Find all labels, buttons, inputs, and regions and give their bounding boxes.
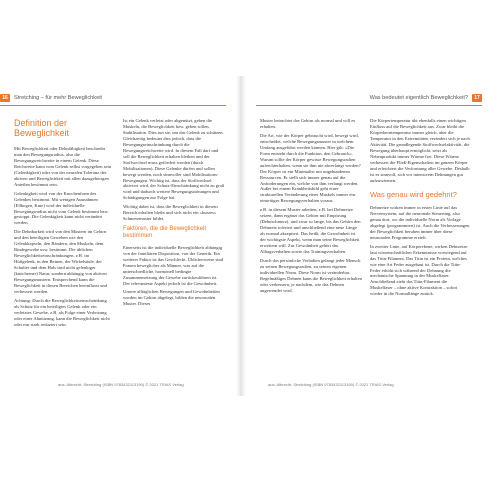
right-page (246, 76, 482, 396)
subsection-heading: Faktoren, die die Beweglichkeit bestimmen (123, 226, 207, 239)
page-number: 16 (0, 94, 10, 102)
page-footer: aus: Albrecht, Stretching (ISBN 9783432113190) © 2021 TRIAS Verlag (268, 382, 394, 387)
running-head: Stretching – für mehr Beweglichkeit (14, 95, 102, 101)
header-rule (0, 105, 226, 106)
right-column-2 (370, 118, 470, 300)
paragraph: Durch das persönliche Verhalten gelangt jeder Mensch zu seinen Bewegungsradien, zu seinen eigenen individuellen Norm. Diese Norm ist veränderbar. Regelmäßiges Dehnen kann die Beweglichkeit erhalten oder verbessern, je nachdem, wie das Dehnen angewendet wird. (260, 257, 362, 293)
page-number: 17 (472, 94, 482, 102)
paragraph: Achtung: Durch die Beweglichkeitseinschränkung als Schutz für ein beteiligtes Gelenk oder ein verletztes Gewebe, z.B. als Folge einer Verletzung oder einer Abnützung, kann die Beweglichkeit nicht oder nur stark reduziert sein. (14, 297, 110, 327)
paragraph: Ist ein Gelenk verletzt oder abgenützt, geben die Muskeln, die Beweglichkeit bzw. geben sollen, Stabilisation. Dies tun sie, um das Gelenk zu schützen. Gleichzeitig bedeutet dies jedoch, dass die Bewegungseinschränkung durch die Bewegungsreichweite wird. In diesem Fall darf und soll die Beweglichkeit erhalten bleiben und der Stoffwechsel muss gefördert werden (durch Mobilisationen). Diese Gelenke dürfen und sollen bewegt werden, noch sinnvoller sind Mobilisations-Bewegungen. Wichtig ist, dass der Stoffwechsel aktiviert wird, der Schutz-Einschränkung nicht zu groß wird und dadurch weitere Bewegungsstörungen und Schädigungen zur Folge hat. (123, 118, 225, 201)
paragraph: Wichtig dabei ist, dass die Beweglichkeit in diesem Bereich erhalten bleibt und sich nicht ein »kurzes« Schmerzmuster bildet. (123, 204, 218, 222)
paragraph: Die Körpertemperatur übt ebenfalls einen wichtigen Einfluss auf die Beweglichkeit aus. Zwar bleibt die Körperkerntemperatur immer gleich, aber die Temperatur in den Extremitäten verändert sich je nach Aktivität. Die grundlegende Stoffwechselaktivität, die Bewegung überhaupt ermöglicht, setzt als Nebenprodukt immer Wärme frei. Diese Wärme verbessert die Fließ-Eigenschaften im ganzen Körper und erleichtert die Verformung aller Gewebe. Deshalb ist es sinnvoll, sich vor intensivem Dehnungen gut aufzuwärmen. (370, 118, 470, 183)
running-head: Was bedeutet eigentlich Beweglichkeit? (369, 95, 468, 101)
paragraph: Die Dehnbarkeit wird von den Mustern im Gehirn und den beteiligten Geweben wie den Gelenkkapseln, den Bändern, den Muskeln, dem Bindegewebe usw. bestimmt. Die üblichen Beweglichkeitseinschränkungen, z.B. im Hüftgelenk, in den Beinen, der Wirbelsäule, der Schulter und dem Hals sind nicht gelenkiger (knöcherner) Natur, sondern abhängig von aktiven Bewegungsmustern. Entsprechend kann die Beweglichkeit in diesen Bereichen beeinflusst und verbessert werden. (14, 229, 107, 294)
page-footer: aus: Albrecht, Stretching (ISBN 9783432113190) © 2021 TRIAS Verlag (58, 382, 184, 387)
paragraph: Mit Beweglichkeit oder Dehnfähigkeit beschreibt man den Bewegungsradius, also die Bewegungsreichweite in einem Gelenk. Diese Reichweite kann vom Gelenk selbst vorgegeben sein (Gelenkigkeit) oder von der neuralen Toleranz des aktiven und Beweglichkeit mit allen dazugehörigen Anteilen bestimmt sein. (14, 146, 112, 187)
section-heading: Definition der Beweglichkeit (14, 118, 70, 138)
left-column-1 (14, 118, 112, 331)
right-column-1 (260, 118, 362, 297)
subsection-heading: Was genau wird gedehnt? (370, 190, 457, 200)
paragraph: Einerseits ist die individuelle Beweglichkeit abhängig von der familiären Disposition, von der Genetik. Ein weiterer Faktor ist das Geschlecht. Üblicherweise sind Frauen beweglicher als Männer, was auf die unterschiedliche, hormonell bedingte Zusammensetzung der Gewebe zurückzuführen ist. Der relevanteste Aspekt jedoch ist die Gewohnheit. (123, 244, 224, 286)
left-page (0, 76, 236, 396)
paragraph: Gelenkigkeit wird von der Knochenform des Gelenkes bestimmt. Mit wenigen Ausnahmen (Ellbogen, Knie) wird der individuelle Bewegungsradius nicht vom Gelenk bestimmt bzw. gestoppt. Die Gelenkigkeit kann nicht verändert werden. (14, 190, 109, 226)
left-column-2 (123, 118, 225, 310)
book-gutter (236, 76, 246, 396)
header-rule (256, 105, 482, 106)
paragraph: Die Art, wie der Körper gebraucht wird, bewegt wird, entscheidet, welche Bewegungsmuster in welchem Umfang ausgeführt werden können. Hier gilt: »Die Form entsteht durch die Funktion, den Gebrauch«. Warum sollte der Körper gewisse Bewegungsradien aufrechterhalten, wenn sie ihm nie abverlangt werden? Der Körper ist ein Minimalist mit ungebundenen Ressourcen. Er stellt sich immer genau auf die Anforderungen ein, welche von ihm verlangt werden. Außer bei einem Krankheitsbild geht einer strukturellen Veränderung eines Muskels immer ein einseitiges Bewegungsverhalten voraus. (260, 132, 361, 204)
paragraph: Dehnreize wirken immer in erster Linie auf das Nervensystem, auf die neuronale Steuerung, also genau dort, wo die individuelle Norm als Vorlage abgelegt (programmiert) ist. Auch die Verbesserungen der Beweglichkeit beruhen immer über diese neuronalen Programme erzielt. (370, 204, 470, 240)
paragraph: Muster betrachtet das Gehirn als normal und will es erhalten. (260, 118, 356, 129)
paragraph: Unsere alltäglichen Bewegungen und Gewohnheiten werden im Gehirn abgelegt, bilden die neuronalen Muster. Dieses (123, 289, 220, 307)
paragraph: In zweiter Linie, auf Körperebene, wirken Dehnreize laut wissenschaftlicher Erkenntnisse vorwiegend auf das Titin-Filament. Das Titin ist ein Protein, welches wie eine Art Feder ausgebaut ist. Durch die Titin-Feder erhöht sich während der Dehnung die mechanische Spannung in der Muskelfaser. Anschließend zieht das Titin-Filament die Muskelfaser – ohne aktive Kontraktion – sofort wieder in die Normallänge zurück. (370, 243, 468, 297)
paragraph: z.B. in diesem Muster arbeiten, z.B. bei Dehnreize setzen, dann ergänzt das Gehirn mit Empörung (Dehnschmerz), und zwar so lange, bis das Gehirn den Dehnreiz toleriert und anschließend eine neue Länge als normal akzeptiert. Das heißt, die Gewohnheit ist der wichtigste Aspekt, wenn man seine Beweglichkeit erweitern will. Zur Gewohnheit gehört das Alltagsverhalten sowie das Trainingsverhalten. (260, 207, 361, 255)
